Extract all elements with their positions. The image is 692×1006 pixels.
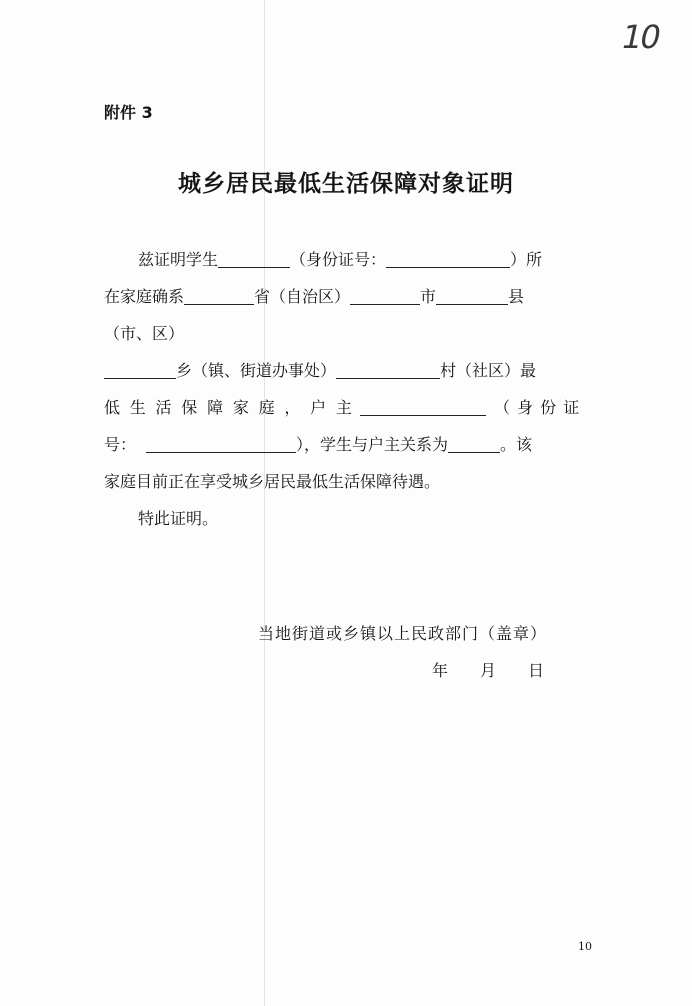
printed-page-number: 10: [578, 940, 592, 953]
char: 活: [155, 398, 172, 417]
char: ，: [284, 398, 301, 417]
relation-blank: [448, 434, 500, 453]
student-id-blank: [386, 249, 510, 268]
county-label: 县: [508, 287, 525, 306]
char: 庭: [258, 398, 275, 417]
body-line-3: [104, 321, 592, 347]
day-label: 日: [528, 661, 545, 680]
householder-blank: [360, 397, 486, 416]
township-label: 乡（镇、街道办事处）: [176, 361, 337, 380]
char: 生: [129, 398, 146, 417]
line-1-tail: ）所: [510, 250, 543, 269]
body-line-5: [104, 395, 592, 421]
char: 保: [181, 398, 198, 417]
date-line: [432, 658, 544, 681]
householder-id-blank: [146, 434, 296, 453]
body-line-6: [104, 432, 592, 458]
id-number-label: （身份证号：: [290, 250, 387, 269]
char: 障: [207, 398, 224, 417]
body-line-4: [104, 358, 592, 384]
benefit-statement: 家庭目前正在享受城乡居民最低生活保障待遇。: [104, 472, 441, 491]
char: 户: [310, 398, 327, 417]
city-label: 市: [420, 287, 437, 306]
village-blank: [336, 360, 440, 379]
number-label: 号：: [104, 435, 137, 454]
household-label: 在家庭确系: [104, 287, 185, 306]
body-line-1: [138, 247, 592, 273]
student-label: 兹证明学生: [138, 250, 219, 269]
township-blank: [104, 360, 176, 379]
low-income-family-text: [104, 395, 352, 418]
village-label: 村（社区）最: [440, 361, 537, 380]
issuing-authority-seal-line: 当地街道或乡镇以上民政部门（盖章）: [258, 624, 548, 643]
body-line-8: [138, 506, 592, 532]
relation-label: ），学生与户主关系为: [296, 435, 449, 454]
householder-id-label: （ 身 份 证: [494, 398, 581, 417]
document-title: 城乡居民最低生活保障对象证明: [178, 171, 514, 197]
closing-statement: 特此证明。: [138, 509, 219, 528]
attachment-label: 附件 3: [104, 103, 153, 122]
district-label: （市、区）: [104, 324, 185, 343]
page-fold-line: [264, 0, 265, 1006]
body-line-7: [104, 469, 592, 495]
student-name-blank: [218, 249, 290, 268]
char: 低: [104, 398, 121, 417]
province-label: 省（自治区）: [254, 287, 351, 306]
county-blank: [436, 286, 508, 305]
line-6-tail: 。该: [500, 435, 533, 454]
province-blank: [184, 286, 254, 305]
body-line-2: [104, 284, 592, 310]
handwritten-page-number: 10: [617, 18, 663, 56]
month-label: 月: [480, 661, 497, 680]
year-label: 年: [432, 661, 449, 680]
char: 家: [232, 398, 249, 417]
char: 主: [335, 398, 352, 417]
city-blank: [350, 286, 420, 305]
